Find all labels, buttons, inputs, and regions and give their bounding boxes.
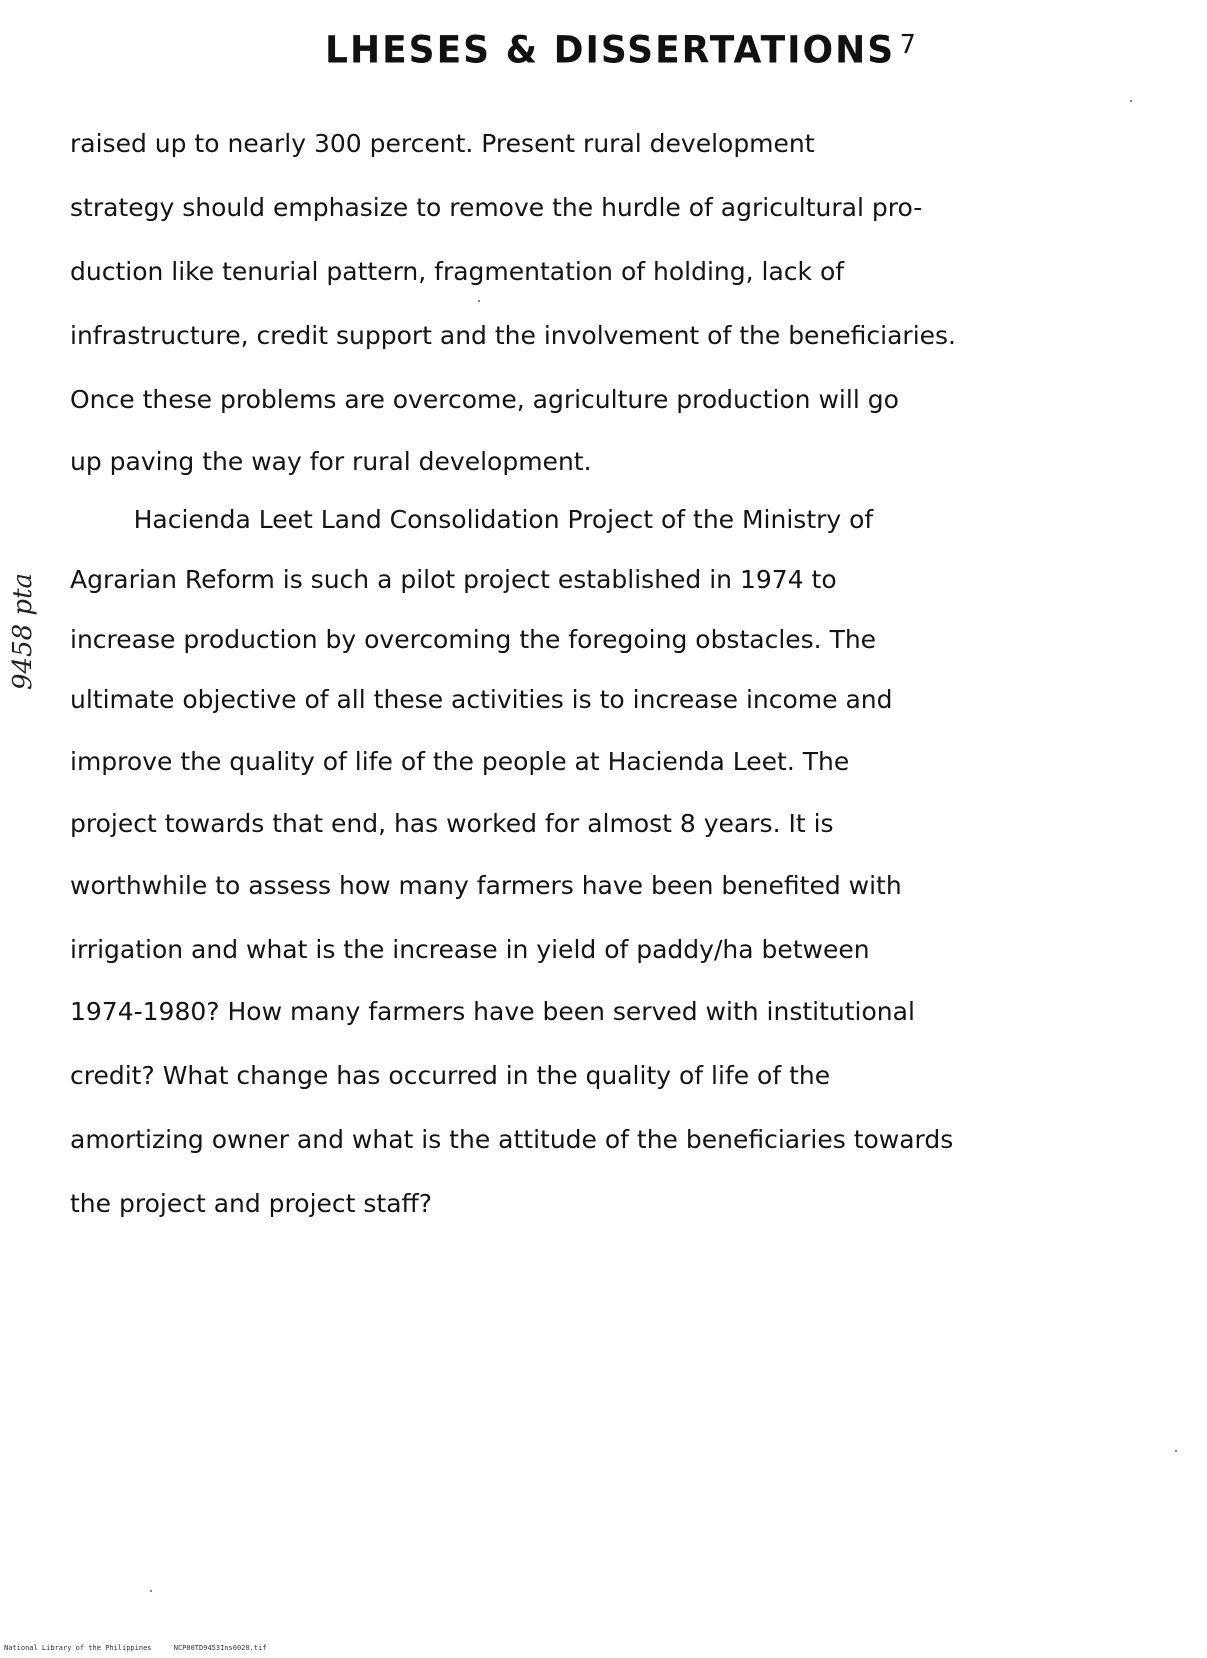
page-number: 7 <box>900 30 916 60</box>
text-line: project towards that end, has worked for almost 8 years. It is <box>70 809 834 838</box>
text-line: Hacienda Leet Land Consolidation Project of the Ministry of <box>70 505 874 534</box>
text-line: up paving the way for rural development. <box>70 447 592 476</box>
handwritten-margin-note: 9458 pta <box>8 572 38 690</box>
scan-footer <box>4 1644 266 1652</box>
text-line: Once these problems are overcome, agriculture production will go <box>70 385 899 414</box>
footer-file-id: NCP00TD9453Ins0020.tif <box>173 1644 267 1652</box>
text-line: increase production by overcoming the foregoing obstacles. The <box>70 625 877 654</box>
text-line: improve the quality of life of the people at Hacienda Leet. The <box>70 747 850 776</box>
text-line: strategy should emphasize to remove the hurdle of agricultural pro- <box>70 193 923 222</box>
text-line: 1974-1980? How many farmers have been served with institutional <box>70 997 915 1026</box>
scan-speck <box>1130 100 1132 102</box>
text-line: the project and project staff? <box>70 1189 433 1218</box>
theses-dissertations-stamp: LHESES & DISSERTATIONS <box>325 28 896 73</box>
text-line: amortizing owner and what is the attitude of the beneficiaries towards <box>70 1125 954 1154</box>
text-line: infrastructure, credit support and the involvement of the beneficiaries. <box>70 321 956 350</box>
scan-speck <box>1175 1450 1177 1452</box>
text-line: raised up to nearly 300 percent. Present rural development <box>70 129 815 158</box>
footer-library: National Library of the Philippines <box>4 1644 152 1652</box>
text-line: Agrarian Reform is such a pilot project established in 1974 to <box>70 565 837 594</box>
text-line: credit? What change has occurred in the quality of life of the <box>70 1061 831 1090</box>
text-line: irrigation and what is the increase in yield of paddy/ha between <box>70 935 870 964</box>
scan-speck <box>478 300 480 302</box>
text-line: duction like tenurial pattern, fragmentation of holding, lack of <box>70 257 845 286</box>
text-line: worthwhile to assess how many farmers have been benefited with <box>70 871 902 900</box>
scan-speck <box>150 1590 152 1592</box>
text-line: ultimate objective of all these activities is to increase income and <box>70 685 893 714</box>
